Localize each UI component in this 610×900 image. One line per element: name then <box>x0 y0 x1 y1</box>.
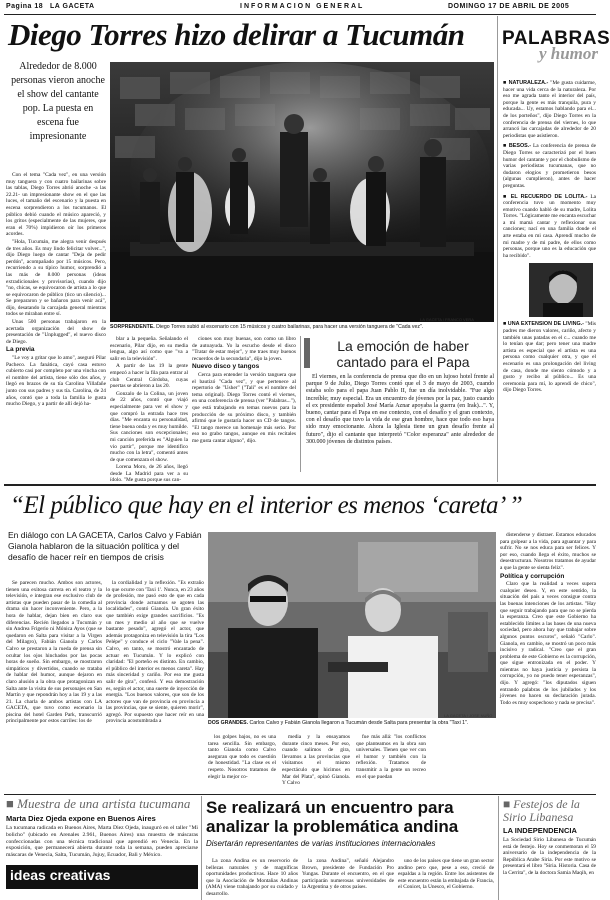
sirio-body: La Sociedad Sirio Libanesa de Tucumán está de festejo. Hoy se conmemoran el 59 aniversario de la independencia de la República Arabe Siria. Por este motivo se presentará el libro "Siria. Historia. Casa de la Cerrita", de la doctora Samia Maqih, en <box>503 837 596 876</box>
photo2-caption-title: DOS GRANDES. <box>208 720 249 726</box>
bottom-rule <box>4 794 596 795</box>
box-divider <box>300 336 301 472</box>
paragraph: Se parecen mucho. Ambos son actores, tienen una exitosa carrera en el teatro y la televisión, e integran ese exclusivo club de artistas que pueden pasar de la comedia al drama sin hacer inconveniente. Pero, a la hora de hablar, dejan bien en claro sus diferencias. Recién llegados a Tucumán y sin Andrea Frigerio ni Mónica Ayos (que se quedaron en Salta para visitar a la Virgen del Milagro), Fabián Gianola y Carlos Calvo se prestaron a la rueda de prensa sin ocultar los ojos hinchados por las pocas horas de sueño. Sin embargo, se mostraron simpáticos y divertidos, cuando se trataba de hablar del humor, aunque dejaron en claro alusión a la obra que protagonizan en Salta ante la visita de sus personajes en San Martín y que repondrán hoy a las 19 y a las 21. La charla de ambos artistas con LA GACETA, que tuvo como escenario la piscina del hotel Garden Park, transcurrió principalmente por estos carriles: los de <box>6 580 102 725</box>
main-body-col1 <box>6 172 106 472</box>
andina-article <box>206 798 496 848</box>
interview-col4 <box>282 734 350 790</box>
banner-text: ideas creativas <box>10 866 111 883</box>
paragraph: Con el tema "Cada vez", en una versión muy tanguera y con cuatro bailarinas sobre las tablas, Diego Torres abrió anoche -a las 22.21- un impresionante show en el que las luces, el tamaño del escenario y la puesta en escena sorprendieron a los tucumanos. El público debió cuando el músico apareció, y los gritos (especialmente de las mujeres, que eran el 70%) impidieron oír los primeros acordes. <box>6 172 106 238</box>
paragraph: Cerca para entender la versión tanguera que el bautizó "Cada vez", y que pertenece al repertorio de "Usher" ("Tali" es el nombre del tema original). Diego Torres contó el viernes, en una conferencia de prensa (ver "Palabras..."), que está trabajando en temas nuevos para la producción de su próximo disco, y también afirmó que le gustaría hacer un CD de tangos. "El tango merece un homenaje más serio. Por eso no grabo tangos, aunque en mis recitales me gusta cantar alguno", dijo. <box>192 371 296 444</box>
newspaper-name: LA GACETA <box>50 3 95 10</box>
sirio-subtitle: LA INDEPENDENCIA <box>503 826 577 835</box>
sidebar-item: ■ EL RECUERDO DE LOLITA.- La conferencia tuvo un momento muy emotivo cuando habló de su madre, Lolita Torres. "Lógicamente me encanta escuchar a mi mamá cantar y reflexionar sus canciones; nací en una familia donde el arte estaba en mi casa. Aprendí mucho de mi madre y de mi padre, de ellos como personas, porque uno es la educación que ha recibido". <box>503 193 596 259</box>
sidebar-item-lead: UNA EXTENSION DE LIVING.- <box>507 321 584 328</box>
interview-headline: “El público que hay en el interior es menos ‘careta’ ” <box>10 492 523 519</box>
sidebar-item: ■ UNA EXTENSION DE LIVING.- "Mis padres me dieron valores, cariño, afecto y también unas patadas en el c... cuando me lo tenían que dar; pero tener una madre artista es especial que el artista es una persona como cualquier otra, y que el escenario es una prolongación del living de casa, donde me siento cómodo y a gusto y recibo al público... Es una ceremonia para mí, lo aprendí de chico", dijo Diego Torres. <box>503 321 596 394</box>
andina-headline: Se realizará un encuentro para analizar la problemática andina <box>206 798 459 836</box>
photo1-caption-title: SORPRENDENTE. <box>110 324 155 330</box>
paragraph: fue más allá: "los conflictos que planteamos en la obra son universales. Tienen que ver con el humor y también con la reflexión. Tratamos de transmitir a la gente un recreo en el que puedan <box>356 734 426 780</box>
sidebar-item-lead: EL RECUERDO DE LOLITA.- <box>510 193 588 200</box>
paragraph: La zona Andina es un reservorio de bellezas naturales y de magníficas oportunidades productivas. Hace 10 años que la Asociación de Montañas Andinas (AMA) viene trabajando por su cuidado y desarrollo. <box>206 858 298 897</box>
interview-col6 <box>500 532 596 790</box>
page-header <box>0 0 600 14</box>
paragraph: ciones son muy buenas, son como un libro de autoayuda. Yo la escucho desde el disco "Tratar de estar mejor", y me traes muy buenos recuerdos de la secundaria", dijo la joven. <box>192 336 296 362</box>
andina-col1 <box>206 858 298 898</box>
sidebar-item-text: La conferencia de prensa de Diego Torres se caracterizó por el buen humor del cantante y por el chobulismo de varias periodistas tucumanas, que no dudaron elogios y prometieron besos (algunas cumplieron), antes de hacer preguntas. <box>503 143 596 189</box>
pullquote-bar <box>304 338 310 368</box>
interview-col1 <box>6 580 102 790</box>
papa-pullquote-box <box>304 338 494 368</box>
sidebar-items <box>503 80 596 480</box>
actors-photo <box>208 532 496 718</box>
sidebar-item-lead: BESOS.- <box>508 143 532 150</box>
muestra-subtitle: Marta Diez Ojeda expone en Buenos Aires <box>6 814 156 823</box>
interview-deck: En diálogo con LA GACETA, Carlos Calvo y Fabián Gianola hablaron de la situación política y del desafío de hacer reír en tiempos de crisis <box>8 530 202 562</box>
sidebar-item-text: "Mis padres me dieron valores, cariño, afecto y también unas patadas en el c... cuando me lo tenían que dar; pero tener una madre artista es especial que el artista es una persona como cualquier otra, y que el escenario es una prolongación del living de casa, donde me siento cómodo y a gusto y recibo al público... Es una ceremonia para mí, lo aprendí de chico", dijo Diego Torres. <box>503 321 596 394</box>
sidebar-item: ■ NATURALEZA.- "Me gusta cuidarme, hacer una vida cerca de la naturaleza. Por eso me agrada tanto el interior del país, porque la gente es más tranquila, pura y educada... Uy, estamos hablando para el... de los porteños", dijo Diego Torres en la conferencia de prensa del viernes, lo que arrancó las carcajadas de alrededor de 20 periodistas que asistieron. <box>503 80 596 139</box>
sidebar-item: ■ BESOS.- La conferencia de prensa de Diego Torres se caracterizó por el buen humor del cantante y por el chobulismo de varias periodistas tucumanas, que no dudaron elogios y prometieron besos (algunas cumplieron), antes de hacer preguntas. <box>503 143 596 189</box>
sirio-title-text: Festejos de la Sirio Libanesa <box>503 797 580 824</box>
muestra-body: La tucumana radicada en Buenos Aires, Marta Diez Ojeda, inauguró en el taller "Mi bolicho" (ubicado en Arenales 2.961, Buenos Aires) una muestra de máscaras confeccionadas con una técnica tradicional que aprendió en Venecia. En la exposición, que permanecerá abierta durante toda la semana, pueden apreciarse máscaras de Venecia, Salta, Tucumán, Jujuy, Ecuador, Bali y México. <box>6 825 198 859</box>
muestra-box <box>6 796 198 900</box>
subhead-politica: Política y corrupción <box>500 572 565 580</box>
paragraph: Claro que la realidad a veces supera cualquier deseo. Y, en este sentido, la situación del país a veces consigue contra las buenas intenciones de los artistas. "Hay que seguir trabajando para que no se pierda la esperanza. Creo que este Gobierno ha establecido límites a las bases de una nueva sociedad, pero ahora hay que trabajar sobre algunos puntos oscuros", señaló "Carlo". Gianola, en cambio, se mostró un poco más incisivo y radical. "Creo que el gran problema de este Gobierno es la corrupción, que sigue entronizada en el poder. Y mientras no haya justicia y persista la corrupción, yo no puedo tener esperanzas", dijo. Y agregó: "los diputados siguen entrando palabras de los jubilados y los jóvenes no hacen su declaración jurada. Todo es muy sospechoso y nada se precisa". <box>500 581 596 706</box>
paragraph: uno de los países que tiene un gran sector andino pero que, pese a eso, creció de espaldas a la región. Entre los asistentes de este encuentro están la embajada de Francia, el Conicet, la Unesco, el Gobierno. <box>398 858 494 891</box>
sidebar-item-lead: NATURALEZA.- <box>508 80 549 86</box>
photo2-caption-text: Carlos Calvo y Fabián Gianola llegaron a Tucumán desde Salta para presentar la obra "Taxi 1". <box>249 720 469 726</box>
paragraph: A partir de las 19 la gente empezó a hacer la fila para entrar al club Central Córdoba, cuyas puertas se abrieron a las 20. <box>110 363 188 390</box>
paragraph: media y la ensayamos durante cinco meses. Por eso, cuando salimos de gira, llevamos a las provincias que visitamos el mismo espectáculo que hicimos en Mar del Plata", opinó Gianola. Y Calvo <box>282 734 350 787</box>
diego-portrait <box>529 263 593 317</box>
interview-col3 <box>208 734 276 790</box>
paragraph: El viernes, en la conferencia de prensa que dio en un lujoso hotel frente al parque 9 de Julio, Diego Torres contó que el 3 de mayo de 2003, cuando estaba solo para el papa Juan Pablo II, fue un día inolvidable. "Fue algo increíble; muy especial. Era un encuentro de jóvenes por la paz, justo cuando el ex presidente español José María Aznar apoyaba la guerra (en Irak)...". Y, bueno, cantar para el Papa en ese contexto, con el desafío y el gran contexto, con el desafío que tuvo la vida de ese gran hombre, hace que todo eso haya sido muy emocionante. Ahora la Iglesia tiene un gran desafío frente al futuro", dijo el cantante que interpretó "Color esperanza" ante alrededor de 300.000 jóvenes de distintos países. <box>306 374 494 445</box>
page-number: Pagina 18 <box>6 3 44 10</box>
sidebar-item-text: La conferencia tuvo un momento muy emotivo cuando habló de su madre, Lolita Torres. "Lógicamente me encanta escuchar a mi mamá cantar y reflexionar sus canciones; nací en una familia donde el arte estaba en mi casa. Aprendí mucho de mi madre y de mi padre, de ellos como personas, porque uno es la educación que ha recibido". <box>503 193 596 259</box>
subhead-previa: La previa <box>6 346 35 354</box>
sirio-title: ■ Festejos de la Sirio Libanesa <box>503 797 580 824</box>
papa-pullquote: La emoción de haber cantado para el Papa <box>336 338 470 370</box>
sidebar-subtitle: y humor <box>538 44 598 63</box>
diego-portrait-image <box>529 263 593 317</box>
papa-body <box>306 374 494 474</box>
photo1-credit: LA GACETA / FRANCO VERA <box>420 317 474 322</box>
paragraph: "Hola, Tucumán, me alegra venir después de tres años. Es muy lindo felicitar volver...", dijo Diego luego de cantar "Deja de pedir perdón", acompañado por 15 músicos. Pero, recurriendo a su típico humor, sorprendió a las más de 8.000 personas (ideas extradicionales y provisorias), cuando dijo "no, chicas, se equivocaron de artista a lo que se equivocaron de público (tico un silencio)... Se prepararon y se bañaron para venir acá", dijo, desatando la carcajada general mientras todos se miraban entre sí. <box>6 238 106 318</box>
actors-photo-image <box>208 532 496 718</box>
concert-photo-image <box>110 62 494 322</box>
concert-photo <box>110 62 494 322</box>
issue-date: DOMINGO 17 DE ABRIL DE 2005 <box>448 3 570 10</box>
paragraph: "Le voy a gritar que lo amo", aseguró Pilar Pacheco. La fanática, cayó casa estuvo cubierto casi por completo por una vincha con el nombre del artista, tiene sólo dos años, y llegó en brazos de su tía Carolina Villafañe junto con sus padres y sus tía. Carolina, de 24 años, contó que a toda la familia le gusta mucho Diego, y a partir de allí dejó ha- <box>6 355 106 408</box>
andina-col3 <box>398 858 494 898</box>
bottom-divider-2 <box>498 796 499 900</box>
ideas-creativas-banner <box>6 865 198 889</box>
paragraph: la zona Andina", señaló Alejandro Brown, presidente de Fundación Pro Yungas. Durante el encuentro, en el que participarán numerosas universidades de la Argentina y de otros países. <box>302 858 394 891</box>
paragraph: los golpes bajos, no es una tarea sencilla. Sin embargo, tanto Gianola como Calvo aseguran que todo es cuestión de honestidad. "La clase es el respeto. Nosotros tratamos de elegir la mejor co- <box>208 734 276 780</box>
section-rule <box>4 484 596 486</box>
main-body-col3 <box>192 336 296 472</box>
muestra-title-text: Muestra de una artista tucumana <box>17 796 191 811</box>
sidebar-title: PALABRAS <box>502 28 610 49</box>
interview-col5 <box>356 734 426 790</box>
main-headline: Diego Torres hizo delirar a Tucumán <box>8 17 465 52</box>
andina-deck: Disertarán representantes de varias instituciones internacionales <box>206 839 436 848</box>
andina-col2 <box>302 858 394 898</box>
paragraph: distenderse y distraer. Estamos educados para golpear a la vida, para aguantar y para sufrir. No se nos educa para ser felices. Y por eso, cuando llega el éxito, muchos se desestructuran. Nosotros tratamos de ayudar a que la gente se sienta feliz". <box>500 532 596 571</box>
photo2-credit: LA GACETA / JOSE NUÑO <box>444 713 493 718</box>
photo1-caption-text: Diego Torres subió al escenario con 15 músicos y cuatro bailarinas, para hacer una versión tanguera de "Cada vez". <box>156 324 424 330</box>
paragraph: Lorena Moro, de 26 años, llegó desde La Madrid para ver a su ídolo. "Me gusta porque sus can- <box>110 464 188 484</box>
header-rule <box>4 14 596 15</box>
main-intro: Alrededor de 8.000 personas vieron anoche el show del cantante pop. La puesta en escena fue impresionante <box>11 61 105 142</box>
paragraph: Gonzalo de la Colina, un joven de 22 años, contó que viajó especialmente para ver el show y que compró la entrada hace tres días. "Me encanta su personalidad, tiene buena onda y es muy humilde. Sus canciones son excepcionales; mi canción preferida es "Alguien la vio partir", porque me identifico mucho con la letra", comentó antes de que comenzara el show. <box>110 390 188 463</box>
sidebar-divider <box>497 16 498 482</box>
section-name: INFORMACION GENERAL <box>240 3 365 10</box>
main-body-col2 <box>110 336 188 484</box>
muestra-title: ■ Muestra de una artista tucumana <box>6 796 191 811</box>
sidebar-palabras <box>502 28 610 64</box>
sidebar-item-text: "Me gusta cuidarme, hacer una vida cerca de la naturaleza. Por eso me agrada tanto el interior del país, porque la gente es más tranquila, pura y educada... Uy, estamos hablando para el... de los porteños", dijo Diego Torres en la conferencia de prensa del viernes, lo que arrancó las carcajadas de alrededor de 20 periodistas que asistieron. <box>503 80 596 139</box>
paragraph: blar a la pequeña. Señalando el escenario, Pilar dijo, en su media lengua, algo así como que "va a salir en la televisión". <box>110 336 188 362</box>
subhead-nuevo-disco: Nuevo disco y tangos <box>192 363 260 371</box>
interview-col2 <box>106 580 204 790</box>
bottom-divider-1 <box>201 796 202 900</box>
sirio-box <box>503 798 596 900</box>
paragraph: Unas 500 personas trabajaron en la acertada organización del show de presentación de "Unplugged", el nuevo disco de Diego. <box>6 319 106 345</box>
photo1-caption <box>110 324 494 330</box>
paragraph: la cordialidad y la reflexión. "Es extraño lo que ocurre con 'Taxi 1'. Nunca, en 23 años de profesión, me pasó esto de que en cada provincia donde actuamos se agoten las localidades", contó Gianola. Un gran éxito que también exige grandes sacrificios. "Es un mes y medio al año que se vuelve bastante pesado", agregó el actor, que además protagoniza en televisión la tira "Los Pelépe" y conduce el ciclo "Vale la pena". Calvo, en tanto, se mostró encantado de actuar en Tucumán. Y lo explicó con claridad: "El porteño es distinto. En cambio, el público del interior es menos careta". Hay más sinceridad y cariño. Por eso me gusta salir de gira", confesó. Y esa demostración es, según el actor, una suerte de inyección de energía. "Los buenos valores, que son de los actores que van de provincia en provincia a las provincias, que se siente, quieren morir", agregó. Por supuesto que hacer reír en una provincia acostumbrada a <box>106 580 204 725</box>
photo2-caption <box>208 720 496 726</box>
